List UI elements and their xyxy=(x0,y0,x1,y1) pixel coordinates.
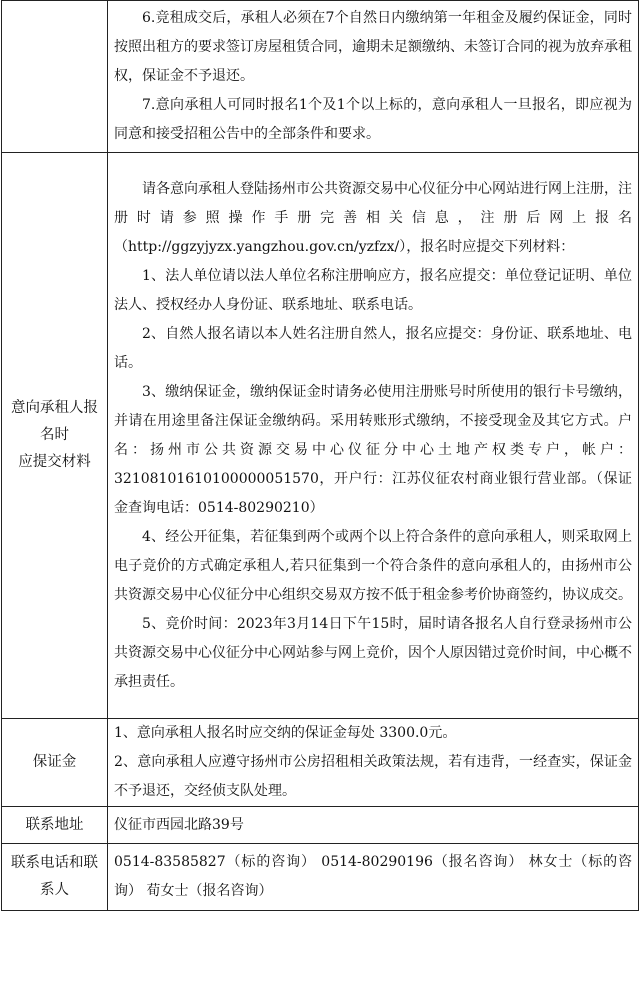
materials-content-cell xyxy=(108,153,639,719)
materials-item-5: 5、竞价时间：2023年3月14日下午15时，届时请各报名人自行登录扬州市公共资源交易中心仪征分中心网站参与网上竞价，因个人原因错过竞价时间，中心概不承担责任。 xyxy=(114,615,632,690)
deposit-row xyxy=(2,719,639,807)
materials-row xyxy=(2,153,639,719)
rule-item-6: 6.竞租成交后，承租人必须在7个自然日内缴纳第一年租金及履约保证金，同时按照出租方的要求签订房屋租赁合同，逾期未足额缴纳、未签订合同的视为放弃承租权，保证金不予退还。 xyxy=(114,10,632,84)
rules-content-cell xyxy=(108,1,639,153)
contact-label-line2: 系人 xyxy=(40,882,69,898)
materials-item-2: 2、自然人报名请以本人姓名注册自然人，报名应提交：身份证、联系地址、电话。 xyxy=(114,325,632,371)
announcement-table xyxy=(1,0,639,911)
rule-item-7: 7.意向承租人可同时报名1个及1个以上标的，意向承租人一旦报名，即应视为同意和接受招租公告中的全部条件和要求。 xyxy=(114,97,632,142)
contact-label-line1: 联系电话和联 xyxy=(11,855,98,871)
address-label: 联系地址 xyxy=(2,807,108,844)
contact-value: 0514-83585827（标的咨询） 0514-80290196（报名咨询） 林女士（标的咨询） 荀女士（报名咨询） xyxy=(108,844,639,911)
materials-label-cell xyxy=(2,153,108,719)
address-row xyxy=(2,807,639,844)
materials-label-line3: 应提交材料 xyxy=(18,454,91,470)
rules-row xyxy=(2,1,639,153)
address-value: 仪征市西园北路39号 xyxy=(108,807,639,844)
deposit-content-cell xyxy=(108,719,639,807)
materials-intro: 请各意向承租人登陆扬州市公共资源交易中心仪征分中心网站进行网上注册，注册时请参照操作手册完善相关信息，注册后网上报名（http://ggzyjyzx.yangzhou.gov.cn/yzfzx/），报名时应提交下列材料： xyxy=(114,180,632,255)
materials-item-1: 1、法人单位请以法人单位名称注册响应方，报名应提交：单位登记证明、单位法人、授权经办人身份证、联系地址、联系电话。 xyxy=(114,267,632,313)
materials-label-line1: 意向承租人报 xyxy=(11,400,98,416)
contact-label-cell xyxy=(2,844,108,911)
deposit-item-2: 2、意向承租人应遵守扬州市公房招租相关政策法规，若有违背，一经查实，保证金不予退还，交经侦支队处理。 xyxy=(114,754,632,799)
materials-label-line2: 名时 xyxy=(40,427,69,443)
rules-label-cell xyxy=(2,1,108,153)
deposit-label: 保证金 xyxy=(2,719,108,807)
deposit-item-1: 1、意向承租人报名时应交纳的保证金每处 3300.0元。 xyxy=(114,725,457,741)
materials-item-3: 3、缴纳保证金，缴纳保证金时请务必使用注册账号时所使用的银行卡号缴纳，并请在用途里备注保证金缴纳码。采用转账形式缴纳，不接受现金及其它方式。户名：扬州市公共资源交易中心仪征分中心土地产权类专户，帐户：32108101610100000051570，开户行：江苏仪征农村商业银行营业部。（保证金查询电话：0514-80290210） xyxy=(114,383,632,516)
contact-row xyxy=(2,844,639,911)
materials-item-4: 4、经公开征集，若征集到两个或两个以上符合条件的意向承租人，则采取网上电子竞价的方式确定承租人,若只征集到一个符合条件的意向承租人的，由扬州市公共资源交易中心仪征分中心组织交易双方按不低于租金参考价协商签约，协议成交。 xyxy=(114,528,632,603)
